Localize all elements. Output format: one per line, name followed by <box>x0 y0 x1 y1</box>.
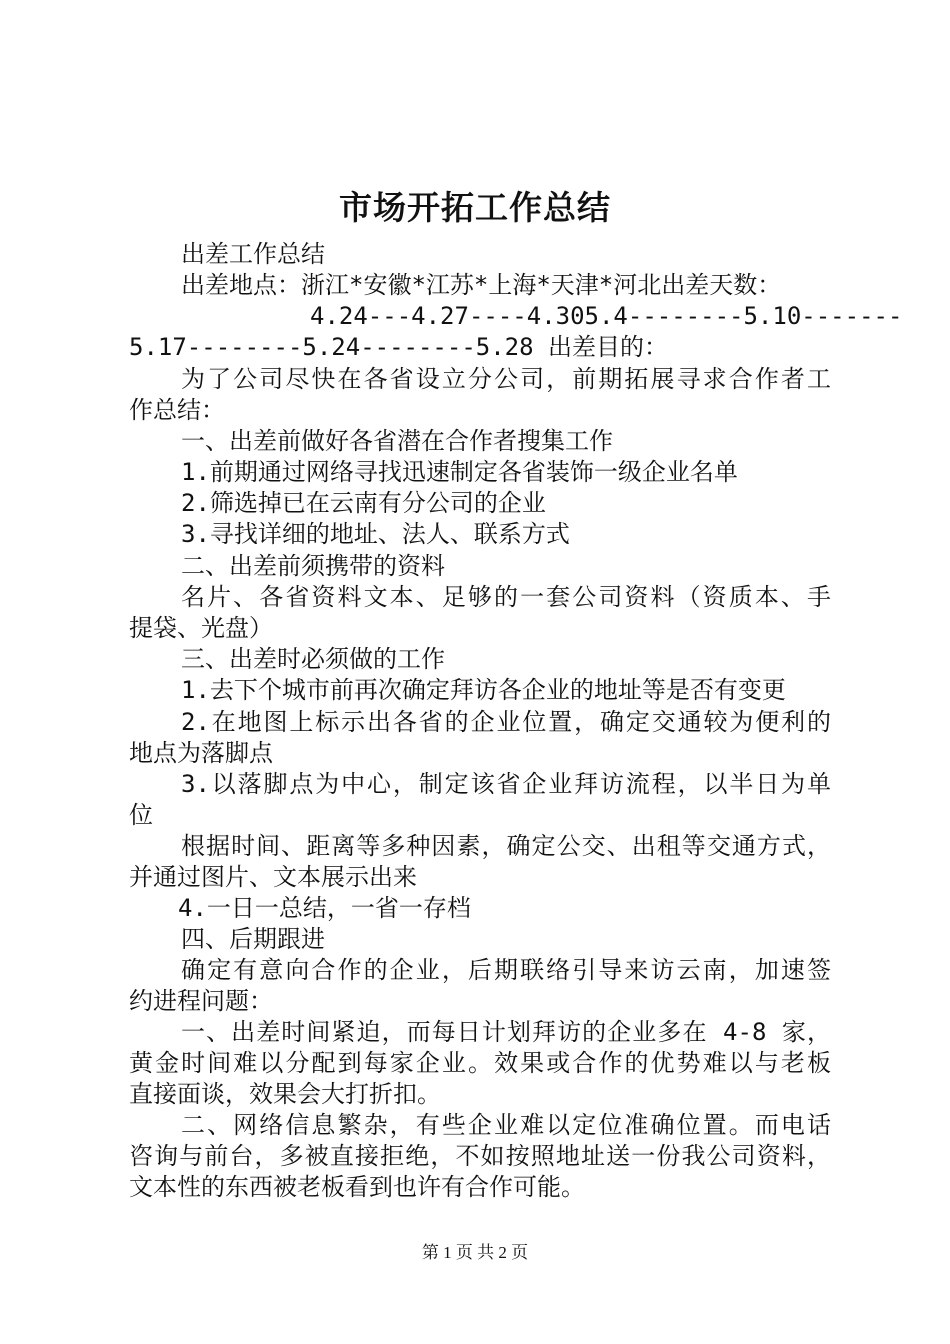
body-line: 2.筛选掉已在云南有分公司的企业 <box>181 489 546 517</box>
body-line: 4.一日一总结，一省一存档 <box>178 894 471 922</box>
page-footer: 第 1 页 共 2 页 <box>421 1243 529 1262</box>
body-line: 黄金时间难以分配到每家企业。效果或合作的优势难以与老板 <box>129 1049 831 1077</box>
body-line: 作总结： <box>129 396 225 424</box>
body-line: 1.前期通过网络寻找迅速制定各省装饰一级企业名单 <box>181 458 738 486</box>
body-line: 名片、各省资料文本、足够的一套公司资料（资质本、手 <box>181 583 831 611</box>
body-line: 地点为落脚点 <box>129 739 273 767</box>
body-line: 确定有意向合作的企业，后期联络引导来访云南，加速签 <box>181 956 831 984</box>
body-line: 出差工作总结 <box>181 240 325 268</box>
body-line: 3.以落脚点为中心，制定该省企业拜访流程，以半日为单 <box>181 770 831 798</box>
body-line: 文本性的东西被老板看到也许有合作可能。 <box>129 1173 585 1201</box>
body-line: 直接面谈，效果会大打折扣。 <box>129 1080 441 1108</box>
body-line: 一、出差时间紧迫，而每日计划拜访的企业多在 4-8 家， <box>181 1018 831 1046</box>
body-line: 位 <box>129 801 153 829</box>
body-line: 4.24---4.27----4.305.4--------5.10------- <box>310 302 903 330</box>
body-line: 二、出差前须携带的资料 <box>181 552 445 580</box>
body-line: 四、后期跟进 <box>181 925 325 953</box>
body-line: 约进程问题： <box>129 987 273 1015</box>
body-line: 2.在地图上标示出各省的企业位置，确定交通较为便利的 <box>181 708 831 736</box>
body-line: 提袋、光盘） <box>129 614 273 642</box>
page-title: 市场开拓工作总结 <box>339 188 611 227</box>
body-line: 并通过图片、文本展示出来 <box>129 863 417 891</box>
body-line: 1.去下个城市前再次确定拜访各企业的地址等是否有变更 <box>181 676 786 704</box>
body-line: 为了公司尽快在各省设立分公司，前期拓展寻求合作者工 <box>181 365 831 393</box>
body-line: 二、网络信息繁杂，有些企业难以定位准确位置。而电话 <box>181 1111 831 1139</box>
body-line: 一、出差前做好各省潜在合作者搜集工作 <box>181 427 613 455</box>
body-line: 3.寻找详细的地址、法人、联系方式 <box>181 520 570 548</box>
body-line: 根据时间、距离等多种因素，确定公交、出租等交通方式， <box>181 832 831 860</box>
body-line: 出差地点：浙江*安徽*江苏*上海*天津*河北出差天数： <box>181 271 782 299</box>
body-line: 5.17--------5.24--------5.28 出差目的： <box>129 333 669 361</box>
body-line: 咨询与前台，多被直接拒绝，不如按照地址送一份我公司资料， <box>129 1142 831 1170</box>
body-line: 三、出差时必须做的工作 <box>181 645 445 673</box>
